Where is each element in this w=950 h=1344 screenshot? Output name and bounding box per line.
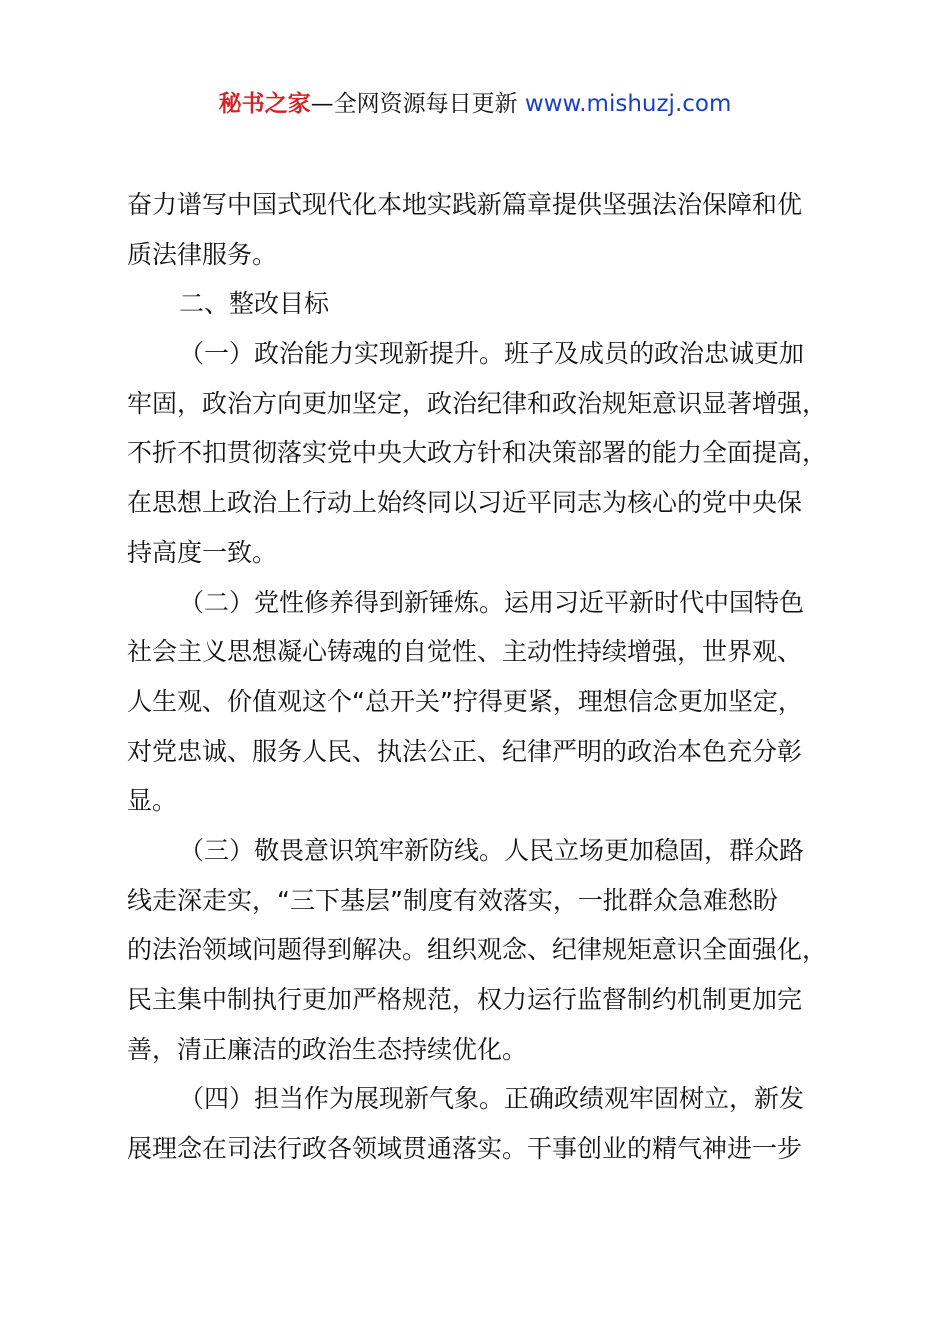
page-header xyxy=(0,86,950,122)
paragraph-start-line: （一）政治能力实现新提升。班子及成员的政治忠诚更加 xyxy=(179,339,805,369)
text-line: 质法律服务。 xyxy=(127,239,278,269)
text-line: 人生观、价值观这个“总开关”拧得更紧，理想信念更加坚定， xyxy=(127,686,803,716)
header-tagline: —全网资源每日更新 xyxy=(310,91,525,117)
text-line: 善，清正廉洁的政治生态持续优化。 xyxy=(127,1034,528,1064)
paragraph-start-line: （三）敬畏意识筑牢新防线。人民立场更加稳固，群众路 xyxy=(179,835,805,865)
document-body xyxy=(127,180,855,1174)
brand-name: 秘书之家 xyxy=(218,91,311,117)
text-line: 奋力谱写中国式现代化本地实践新篇章提供坚强法治保障和优 xyxy=(127,190,803,219)
text-line: 线走深走实，“三下基层”制度有效落实，一批群众急难愁盼 xyxy=(127,885,778,915)
website-link[interactable]: www.mishuzj.com xyxy=(524,91,732,117)
text-line: 社会主义思想凝心铸魂的自觉性、主动性持续增强，世界观、 xyxy=(127,637,803,667)
text-line: 展理念在司法行政各领域贯通落实。干事创业的精气神进一步 xyxy=(127,1134,803,1164)
text-line: 不折不扣贯彻落实党中央大政方针和决策部署的能力全面提高， xyxy=(127,438,828,468)
paragraph-start-line: （二）党性修养得到新锤炼。运用习近平新时代中国特色 xyxy=(179,587,805,617)
text-line: 牢固，政治方向更加坚定，政治纪律和政治规矩意识显著增强， xyxy=(127,388,828,418)
text-line: 在思想上政治上行动上始终同以习近平同志为核心的党中央保 xyxy=(127,488,803,518)
paragraph-start-line: （四）担当作为展现新气象。正确政绩观牢固树立，新发 xyxy=(179,1084,805,1114)
text-line: 持高度一致。 xyxy=(127,537,278,567)
text-line: 显。 xyxy=(127,786,178,816)
text-line: 的法治领域问题得到解决。组织观念、纪律规矩意识全面强化， xyxy=(127,935,828,965)
text-line: 民主集中制执行更加严格规范，权力运行监督制约机制更加完 xyxy=(127,985,803,1014)
section-heading: 二、整改目标 xyxy=(179,289,330,319)
text-line: 对党忠诚、服务人民、执法公正、纪律严明的政治本色充分彰 xyxy=(127,736,803,766)
